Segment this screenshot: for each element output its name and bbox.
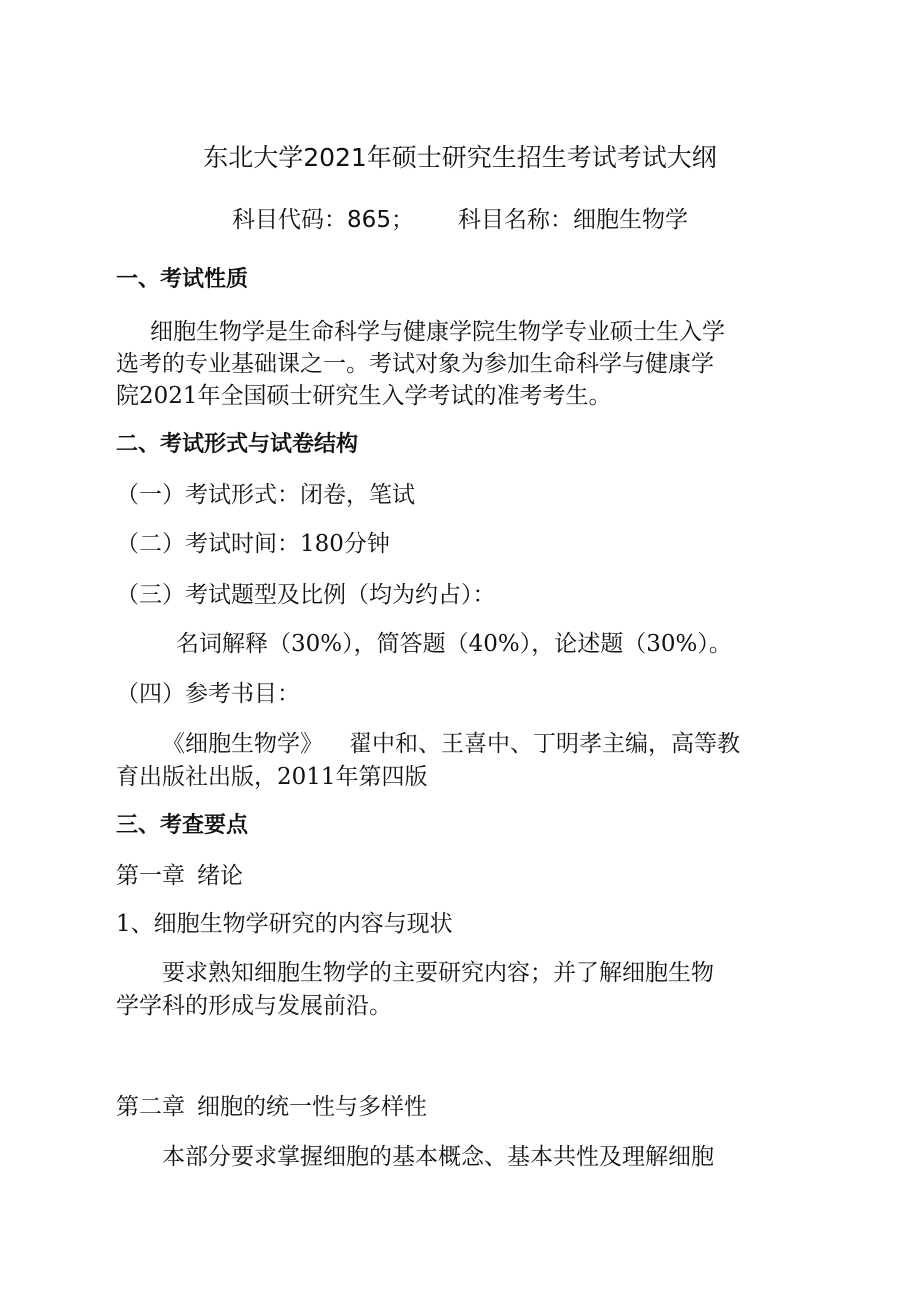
subject-name: 科目名称：细胞生物学 [457, 207, 688, 233]
topic-item: 1、细胞生物学研究的内容与现状 [116, 911, 453, 937]
list-item: （二）考试时间：180分钟 [116, 531, 390, 557]
section-heading-2: 二、考试形式与试卷结构 [116, 432, 359, 457]
chapter-heading [116, 1092, 427, 1122]
chapter-label: 第一章 [116, 863, 185, 889]
document-title: 东北大学2021年硕士研究生招生考试考试大纲 [203, 143, 717, 172]
book-authors: 翟中和、王喜中、丁明孝主编，高等教 [349, 731, 740, 757]
chapter-title: 细胞的统一性与多样性 [197, 1094, 427, 1120]
list-item: （一）考试形式：闭卷，笔试 [116, 482, 415, 508]
list-item-detail: 名词解释（30%），简答题（40%），论述题（30%）。 [176, 631, 732, 657]
paragraph-line: 院2021年全国硕士研究生入学考试的准考考生。 [116, 383, 612, 409]
paragraph-line: 细胞生物学是生命科学与健康学院生物学专业硕士生入学 [150, 319, 725, 345]
subject-code: 科目代码：865； [232, 207, 414, 233]
reference-book-line: 育出版社出版，2011年第四版 [116, 764, 428, 790]
list-item: （三）考试题型及比例（均为约占）： [116, 582, 496, 608]
section-heading-3: 三、考查要点 [116, 813, 249, 838]
paragraph-line: 选考的专业基础课之一。考试对象为参加生命科学与健康学 [116, 351, 714, 377]
section-heading-1: 一、考试性质 [116, 267, 249, 292]
paragraph-line: 本部分要求掌握细胞的基本概念、基本共性及理解细胞 [162, 1144, 714, 1170]
chapter-heading [116, 861, 243, 891]
subject-info [0, 205, 920, 235]
book-title: 《细胞生物学》 [162, 731, 323, 757]
chapter-title: 绪论 [197, 863, 243, 889]
paragraph-line: 学学科的形成与发展前沿。 [116, 993, 392, 1019]
list-item: （四）参考书目： [116, 681, 300, 707]
chapter-label: 第二章 [116, 1094, 185, 1120]
paragraph-line: 要求熟知细胞生物学的主要研究内容；并了解细胞生物 [162, 960, 714, 986]
reference-book-line [162, 729, 740, 759]
